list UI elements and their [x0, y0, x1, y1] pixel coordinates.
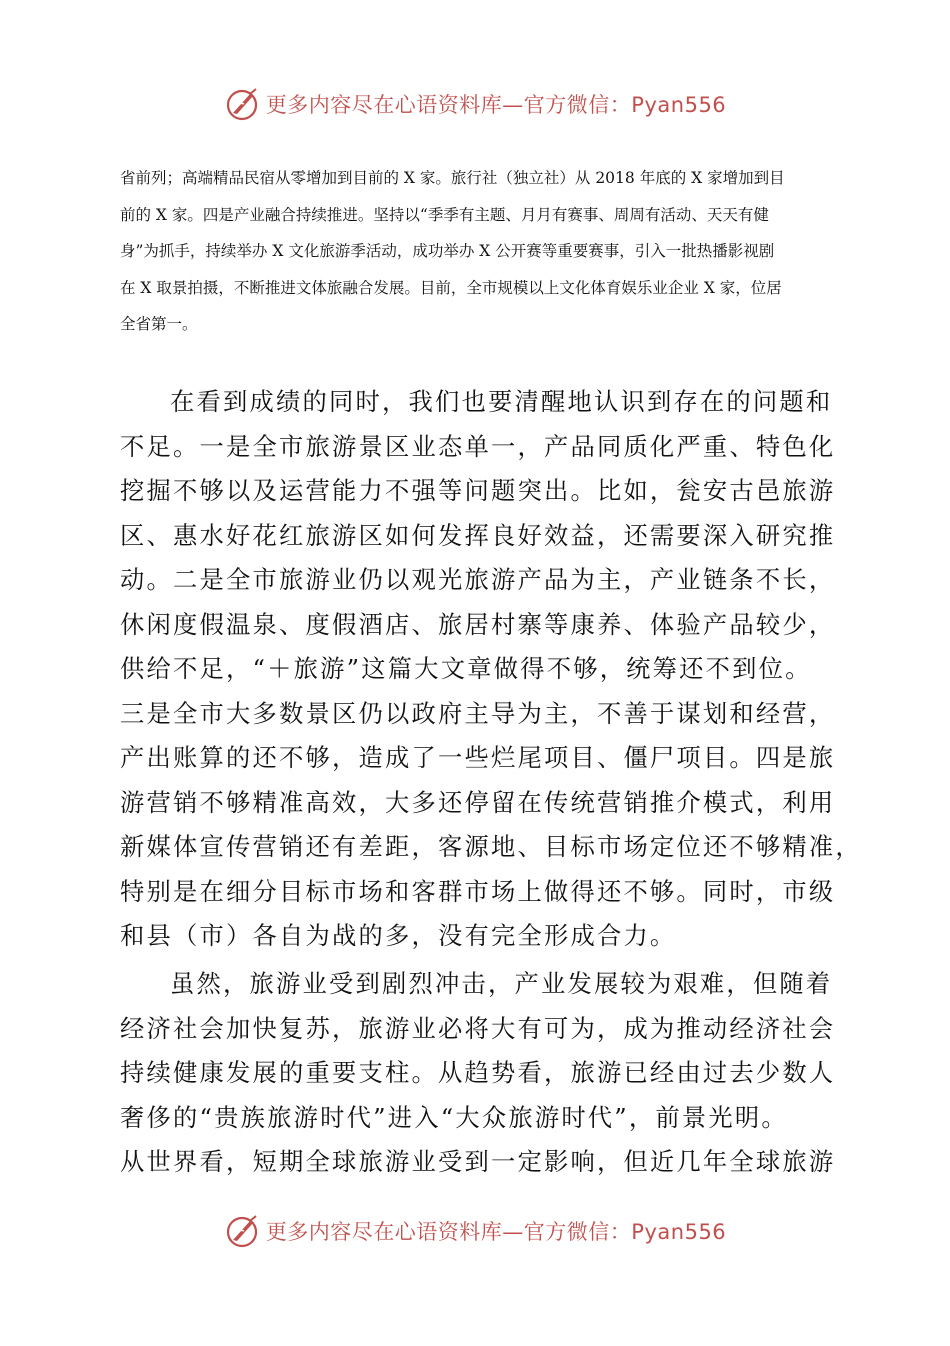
text-line: 前的 X 家。四是产业融合持续推进。坚持以“季季有主题、月月有赛事、周周有活动、天天有健 [120, 205, 769, 224]
footer-banner [0, 1211, 950, 1251]
text-line: 经济社会加快复苏，旅游业必将大有可为，成为推动经济社会 [120, 1013, 836, 1043]
text-line: 奢侈的“贵族旅游时代”进入“大众旅游时代”，前景光明。 [120, 1102, 788, 1132]
text-line: 从世界看，短期全球旅游业受到一定影响，但近几年全球旅游 [120, 1147, 836, 1176]
text-line: 新媒体宣传营销还有差距，客源地、目标市场定位还不够精准， [120, 832, 862, 861]
text-line: 产出账算的还不够，造成了一些烂尾项目、僵尸项目。四是旅 [120, 743, 836, 772]
header-banner-text: 更多内容尽在心语资料库—官方微信：Pyan556 [265, 93, 727, 117]
header-banner [0, 84, 950, 124]
quill-logo-icon [224, 86, 260, 122]
text-line: 三是全市大多数景区仍以政府主导为主，不善于谋划和经营， [120, 698, 836, 728]
quill-logo-icon [224, 1213, 260, 1249]
text-line: 持续健康发展的重要支柱。从趋势看，旅游已经由过去少数人 [120, 1058, 836, 1087]
text-line: 供给不足，“＋旅游”这篇大文章做得不够，统筹还不到位。 [120, 654, 812, 683]
text-line: 虽然，旅游业受到剧烈冲击，产业发展较为艰难，但随着 [170, 969, 833, 998]
text-line: 和县（市）各自为战的多，没有完全形成合力。 [120, 921, 677, 950]
text-line: 挖掘不够以及运营能力不强等问题突出。比如，瓮安古邑旅游 [120, 476, 836, 505]
text-line: 身”为抓手，持续举办 X 文化旅游季活动，成功举办 X 公开赛等重要赛事，引入一批热播影视剧 [120, 242, 775, 260]
text-line: 休闲度假温泉、度假酒店、旅居村寨等康养、体验产品较少， [120, 609, 836, 639]
text-line: 省前列；高端精品民宿从零增加到目前的 X 家。旅行社（独立社）从 2018 年底的 X 家增加到目 [120, 169, 785, 187]
footer-banner-text: 更多内容尽在心语资料库—官方微信：Pyan556 [265, 1220, 727, 1244]
problems-paragraph [120, 380, 862, 959]
text-line: 全省第一。 [120, 315, 198, 333]
text-line: 在 X 取景拍摄，不断推进文体旅融合发展。目前，全市规模以上文化体育娱乐业企业 X 家，位居 [120, 278, 782, 297]
text-line: 区、惠水好花红旅游区如何发挥良好效益，还需要深入研究推 [120, 520, 836, 550]
text-line: 动。二是全市旅游业仍以观光旅游产品为主，产业链条不长， [120, 565, 836, 594]
previous-paragraph [120, 160, 832, 343]
outlook-paragraph [120, 962, 836, 1185]
text-line: 特别是在细分目标市场和客群市场上做得还不够。同时，市级 [120, 876, 836, 906]
text-line: 不足。一是全市旅游景区业态单一，产品同质化严重、特色化 [120, 431, 836, 461]
text-line: 在看到成绩的同时，我们也要清醒地认识到存在的问题和 [170, 387, 833, 416]
text-line: 游营销不够精准高效，大多还停留在传统营销推介模式，利用 [120, 787, 836, 817]
